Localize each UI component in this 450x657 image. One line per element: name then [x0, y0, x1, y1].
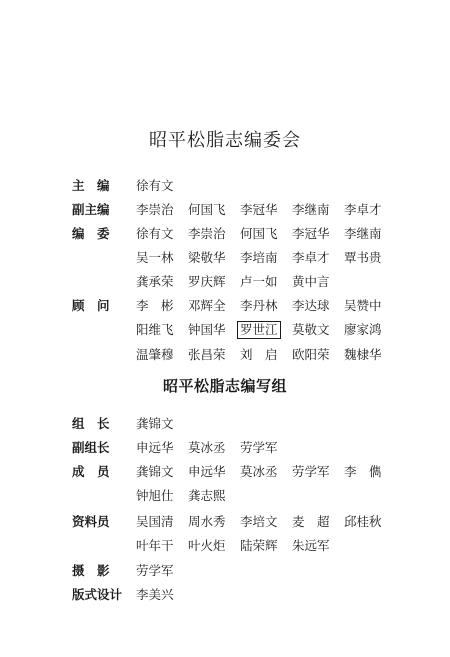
- member-name: 申远华: [136, 440, 174, 455]
- roster-row: [0, 463, 450, 481]
- member-name: 阳维飞: [136, 322, 174, 337]
- roster-row: [0, 201, 450, 219]
- roster-row: [0, 537, 450, 555]
- member-name: 李继南: [344, 226, 382, 241]
- member-name: 李冠华: [292, 226, 330, 241]
- member-name: 李美兴: [136, 587, 174, 602]
- roster-row: [0, 586, 450, 604]
- roster-row: [0, 297, 450, 315]
- member-name: 何国飞: [240, 226, 278, 241]
- member-name: 梁敬华: [188, 250, 226, 265]
- member-name: 何国飞: [188, 202, 226, 217]
- member-name: 朱远军: [292, 538, 330, 553]
- member-name: 黄中言: [292, 274, 330, 289]
- role-label: 资料员: [72, 514, 110, 529]
- member-name: 劳学军: [292, 464, 330, 479]
- member-name: 廖家鸿: [344, 322, 382, 337]
- member-name: 陆荣辉: [240, 538, 278, 553]
- member-name: 劳学军: [136, 563, 174, 578]
- roster-row: [0, 562, 450, 580]
- roster-row: [0, 439, 450, 457]
- member-name: 吴一林: [136, 250, 174, 265]
- member-name: 邓辉全: [188, 298, 226, 313]
- member-name: 叶年干: [136, 538, 174, 553]
- member-name: 刘 启: [240, 347, 278, 362]
- roster-row: [0, 321, 450, 339]
- member-name: 李 儁: [344, 464, 382, 479]
- writing-group-title: 昭平松脂志编写组: [162, 377, 287, 395]
- member-name: 劳学军: [240, 440, 278, 455]
- roster-row: [0, 487, 450, 505]
- role-label: 版式设计: [72, 587, 123, 602]
- member-name: 钟旭仕: [136, 488, 174, 503]
- role-label: 成 员: [72, 464, 110, 479]
- role-label: 副主编: [72, 202, 110, 217]
- role-label: 编 委: [72, 226, 110, 241]
- member-name: 龚志熙: [188, 488, 226, 503]
- member-name: 罗庆辉: [188, 274, 226, 289]
- member-name: 覃书贵: [344, 250, 382, 265]
- role-label: 组 长: [72, 416, 110, 431]
- member-name: 徐有文: [136, 178, 174, 193]
- roster-row: [0, 177, 450, 195]
- member-name: 申远华: [188, 464, 226, 479]
- roster-row: [0, 513, 450, 531]
- member-name: 叶火炬: [188, 538, 226, 553]
- member-name: 李培南: [240, 250, 278, 265]
- member-name: 李崇治: [136, 202, 174, 217]
- roster-row: [0, 273, 450, 291]
- member-name: 李崇治: [188, 226, 226, 241]
- member-name: 李培文: [240, 514, 278, 529]
- member-name: 莫冰丞: [240, 464, 278, 479]
- member-name: 温肇穆: [136, 347, 174, 362]
- roster-row: [0, 249, 450, 267]
- member-name: 卢一如: [240, 274, 278, 289]
- member-name: 吴赞中: [344, 298, 382, 313]
- member-name: 徐有文: [136, 226, 174, 241]
- member-name: 李卓才: [292, 250, 330, 265]
- roster-row: [0, 415, 450, 433]
- roster-row: [0, 346, 450, 364]
- member-name: 麦 超: [292, 514, 330, 529]
- member-name: 邱桂秋: [344, 514, 382, 529]
- member-name: 李卓才: [344, 202, 382, 217]
- member-name: 钟国华: [188, 322, 226, 337]
- member-name: 李 彬: [136, 298, 174, 313]
- member-name: 莫敬文: [292, 322, 330, 337]
- member-name: 龚锦文: [136, 464, 174, 479]
- member-name: 龚承荣: [136, 274, 174, 289]
- member-name: 莫冰丞: [188, 440, 226, 455]
- member-name: 张昌荣: [188, 347, 226, 362]
- member-name: 吴国清: [136, 514, 174, 529]
- member-name: 周水秀: [188, 514, 226, 529]
- member-name: 魏棣华: [344, 347, 382, 362]
- role-label: 主 编: [72, 178, 110, 193]
- role-label: 顾 问: [72, 298, 110, 313]
- role-label: 摄 影: [72, 563, 110, 578]
- member-name: 李达球: [292, 298, 330, 313]
- member-name: 罗世江: [237, 321, 281, 339]
- roster-row: [0, 225, 450, 243]
- member-name: 李继南: [292, 202, 330, 217]
- committee-title: 昭平松脂志编委会: [149, 130, 301, 151]
- member-name: 欧阳荣: [292, 347, 330, 362]
- member-name: 龚锦文: [136, 416, 174, 431]
- member-name: 李丹林: [240, 298, 278, 313]
- member-name: 李冠华: [240, 202, 278, 217]
- role-label: 副组长: [72, 440, 110, 455]
